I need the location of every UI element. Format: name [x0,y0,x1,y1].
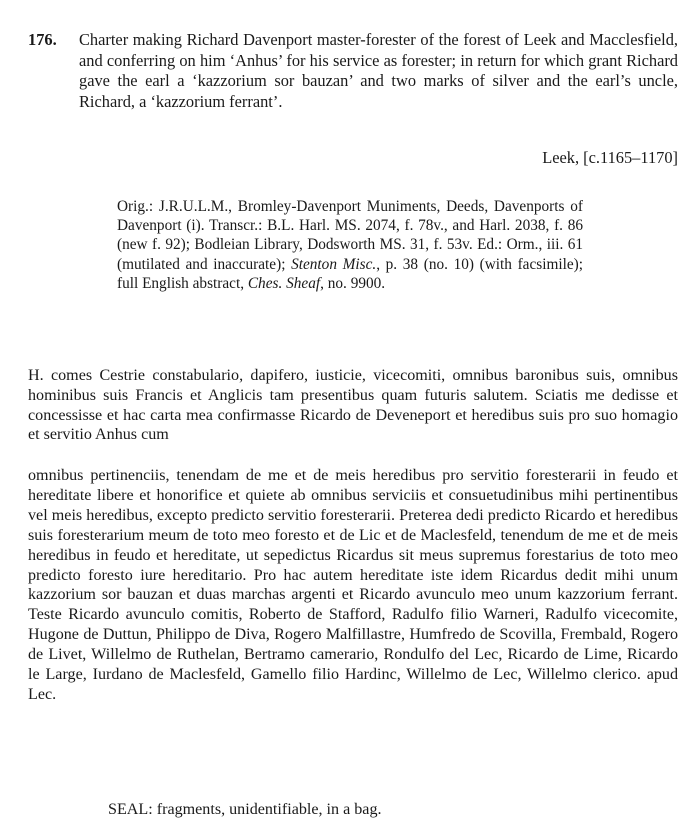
sources-italic-stenton: Stenton Misc. [291,255,377,273]
sources-paragraph [117,197,583,293]
sources-italic-sheaf: Ches. Sheaf [247,274,321,292]
entry-heading [28,30,678,112]
entry-summary: Charter making Richard Davenport master-forester of the forest of Leek and Macclesfield, and conferring on him ‘Anhus’ for his service as forester; in return for which grant Richard gave the earl a ‘kazzorium sor bauzan’ and two marks of silver and the earl’s uncle, Richard, a ‘kazzorium ferrant’. [79,30,678,111]
charter-text-part-2: omnibus pertinenciis, tenendam de me et de meis heredibus pro servitio foresterarii in feudo et hereditate libere et honorifice et quiete ab omnibus serviciis et consuetudinibus mihi pertinentibus vel meis heredibus, excepto predicto servitio foresterarii. Preterea dedi predicto Ricardo et heredibus suis foresterarium meum de toto meo foresto et de Lic et de Maclesfeld, tenendum de me et de meis heredibus in feudo et hereditate, ut sepedictus Ricardus sit meus supremus forestarius de toto meo predicto foresto iure hereditario. Pro hac autem hereditate iste idem Ricardus dedit mihi unum kazzorium sor bauzan et duas marchas argenti et Ricardo avunculo meo unum kazzorium ferrant. Teste Ricardo avunculo comitis, Roberto de Stafford, Radulfo filio Warneri, Radulfo vicecomite, Hugone de Duttun, Philippo de Diva, Rogero Malfillastre, Humfredo de Scovilla, Frembald, Rogero de Livet, Willelmo de Ruthelan, Bertramo camerario, Rondulfo del Lec, Ricardo de Lime, Ricardo le Large, Iurdano de Maclesfeld, Gamello filio Hardinc, Willelmo de Lec, Willelmo clerico. apud Lec. [28,467,678,703]
seal-note: SEAL: fragments, unidentifiable, in a bag. [108,801,382,818]
charter-text-part-1: H. comes Cestrie constabulario, dapifero, iusticie, vicecomiti, omnibus baronibus suis, omnibus hominibus suis Francis et Anglicis tam presentibus quam futuris salutem. Sciatis me dedisse et concessisse et hac carta mea confirmasse Ricardo de Deveneport et heredibus suis pro suo homagio et servitio Anhus cum [28,367,678,444]
sources-text-2: , p. 38 (no. 10) (with facsimile); full English abstract, [117,255,583,292]
place-date: Leek, [c.1165–1170] [542,148,678,167]
sources-text-1: Orig.: J.R.U.L.M., Bromley-Davenport Muniments, Deeds, Davenports of Davenport (i). Transcr.: B.L. Harl. MS. 2074, f. 78v., and Harl. 2038, f. 86 (new f. 92); Bodleian Library, Dodsworth MS. 31, f. 53v. Ed.: Orm., iii. 61 (mutilated and inaccurate); [117,198,583,273]
entry-number: 176. [28,30,57,49]
sources-text-3: , no. 9900. [320,274,386,292]
